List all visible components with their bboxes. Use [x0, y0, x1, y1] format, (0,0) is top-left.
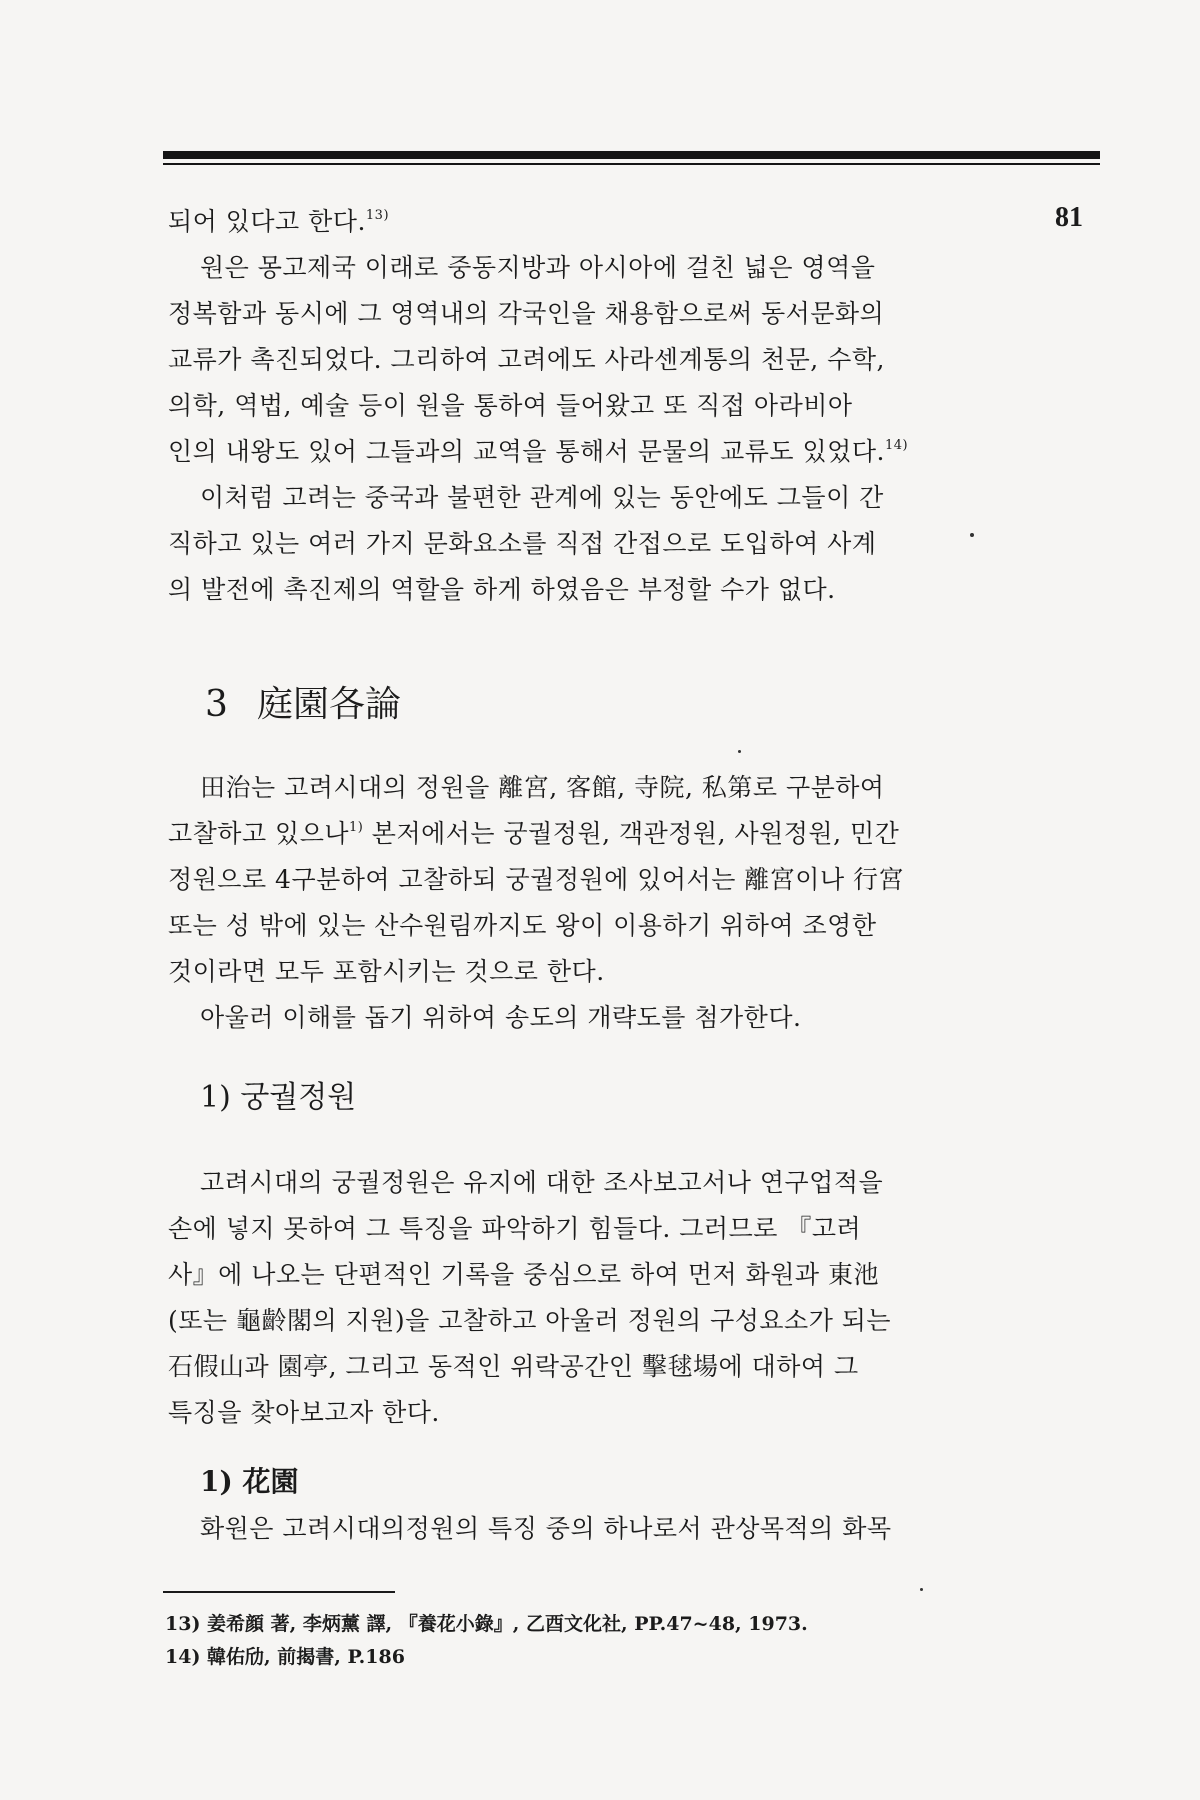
- body-line: 고려시대의 궁궐정원은 유지에 대한 조사보고서나 연구업적을: [200, 1168, 884, 1197]
- footnote-rule: [163, 1591, 395, 1593]
- body-line: 의 발전에 촉진제의 역할을 하게 하였음은 부정할 수가 없다.: [168, 575, 836, 604]
- footnote: 13) 姜希顔 著, 李炳薰 譯, 『養花小錄』, 乙酉文化社, PP.47~48, 1973.: [165, 1613, 808, 1635]
- subsubsection-heading: 1) 花園: [200, 1465, 299, 1498]
- scan-speck: [920, 1588, 923, 1591]
- body-line: (또는 龜齡閣의 지원)을 고찰하고 아울러 정원의 구성요소가 되는: [168, 1306, 892, 1335]
- section-title: 庭園各論: [257, 684, 402, 725]
- section-number: 3: [205, 684, 228, 725]
- footnote: 14) 韓佑劤, 前揭書, P.186: [165, 1646, 405, 1668]
- body-line: 되어 있다고 한다.$^{13)}$: [168, 207, 390, 236]
- subsection-heading: 1) 궁궐정원: [200, 1080, 357, 1115]
- body-line: 직하고 있는 여러 가지 문화요소를 직접 간접으로 도입하여 사계: [168, 529, 877, 558]
- body-line: 정복함과 동시에 그 영역내의 각국인을 채용함으로써 동서문화의: [168, 299, 885, 328]
- body-line: 의학, 역법, 예술 등이 원을 통하여 들어왔고 또 직접 아라비아: [168, 391, 853, 420]
- body-line: 특징을 찾아보고자 한다.: [168, 1398, 440, 1427]
- scan-speck: [738, 750, 741, 753]
- body-line: 화원은 고려시대의정원의 특징 중의 하나로서 관상목적의 화목: [200, 1514, 892, 1543]
- body-line: 원은 몽고제국 이래로 중동지방과 아시아에 걸친 넓은 영역을: [200, 253, 876, 282]
- footnote-ref: 14): [884, 438, 909, 453]
- body-line: 고찰하고 있으나$^{1)}$ 본저에서는 궁궐정원, 객관정원, 사원정원, 민간: [168, 819, 900, 848]
- body-line: 것이라면 모두 포함시키는 것으로 한다.: [168, 957, 605, 986]
- body-line: 교류가 촉진되었다. 그리하여 고려에도 사라센계통의 천문, 수학,: [168, 345, 885, 374]
- body-line: 인의 내왕도 있어 그들과의 교역을 통해서 문물의 교류도 있었다.$^{14)}$: [168, 437, 909, 466]
- body-line: 田治는 고려시대의 정원을 離宮, 客館, 寺院, 私第로 구분하여: [200, 773, 885, 802]
- body-line: 또는 성 밖에 있는 산수원림까지도 왕이 이용하기 위하여 조영한: [168, 911, 877, 940]
- footnote-ref: 1): [349, 820, 364, 835]
- body-line: 사』에 나오는 단편적인 기록을 중심으로 하여 먼저 화원과 東池: [168, 1260, 880, 1289]
- scan-speck: [970, 533, 974, 537]
- footnote-ref: 13): [365, 208, 390, 223]
- body-line: 손에 넣지 못하여 그 특징을 파악하기 힘들다. 그러므로 『고려: [168, 1214, 862, 1243]
- body-line: 石假山과 園亭, 그리고 동적인 위락공간인 擊毬場에 대하여 그: [168, 1352, 859, 1381]
- body-line: 정원으로 4구분하여 고찰하되 궁궐정원에 있어서는 離宮이나 行宮: [168, 865, 905, 894]
- body-line: 아울러 이해를 돕기 위하여 송도의 개략도를 첨가한다.: [200, 1003, 802, 1032]
- body-line: 이처럼 고려는 중국과 불편한 관계에 있는 동안에도 그들이 간: [200, 483, 884, 512]
- page-number: 81: [1055, 202, 1083, 233]
- section-heading: [205, 676, 401, 727]
- header-rule-thin: [163, 163, 1100, 165]
- header-rule-thick: [163, 151, 1100, 159]
